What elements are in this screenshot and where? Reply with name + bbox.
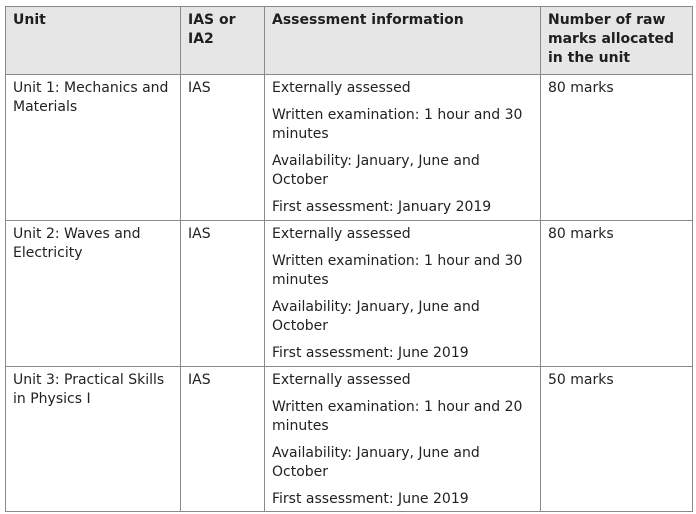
header-assessment-information: Assessment information xyxy=(265,7,541,75)
assessment-type: Externally assessed xyxy=(272,80,411,96)
first-assessment: First assessment: June 2019 xyxy=(272,491,469,507)
availability: Availability: January, June and October xyxy=(272,445,480,480)
ias-cell: IAS xyxy=(181,75,265,221)
header-raw-marks: Number of raw marks allocated in the unit xyxy=(541,7,693,75)
first-assessment: First assessment: January 2019 xyxy=(272,199,492,215)
assessment-info-cell xyxy=(265,367,541,512)
written-examination: Written examination: 1 hour and 20 minutes xyxy=(272,399,523,434)
written-examination: Written examination: 1 hour and 30 minutes xyxy=(272,253,523,288)
assessment-type: Externally assessed xyxy=(272,372,411,388)
availability: Availability: January, June and October xyxy=(272,153,480,188)
header-row xyxy=(6,7,693,75)
marks-cell: 80 marks xyxy=(541,75,693,221)
assessment-table xyxy=(5,6,693,512)
availability: Availability: January, June and October xyxy=(272,299,480,334)
table-row xyxy=(6,75,693,221)
written-examination: Written examination: 1 hour and 30 minutes xyxy=(272,107,523,142)
table-row xyxy=(6,367,693,512)
header-unit: Unit xyxy=(6,7,181,75)
unit-cell: Unit 3: Practical Skills in Physics I xyxy=(6,367,181,512)
first-assessment: First assessment: June 2019 xyxy=(272,345,469,361)
header-ias-or-ia2: IAS or IA2 xyxy=(181,7,265,75)
table-row xyxy=(6,221,693,367)
marks-cell: 50 marks xyxy=(541,367,693,512)
ias-cell: IAS xyxy=(181,221,265,367)
assessment-type: Externally assessed xyxy=(272,226,411,242)
marks-cell: 80 marks xyxy=(541,221,693,367)
assessment-info-cell xyxy=(265,221,541,367)
ias-cell: IAS xyxy=(181,367,265,512)
unit-cell: Unit 1: Mechanics and Materials xyxy=(6,75,181,221)
unit-cell: Unit 2: Waves and Electricity xyxy=(6,221,181,367)
assessment-info-cell xyxy=(265,75,541,221)
